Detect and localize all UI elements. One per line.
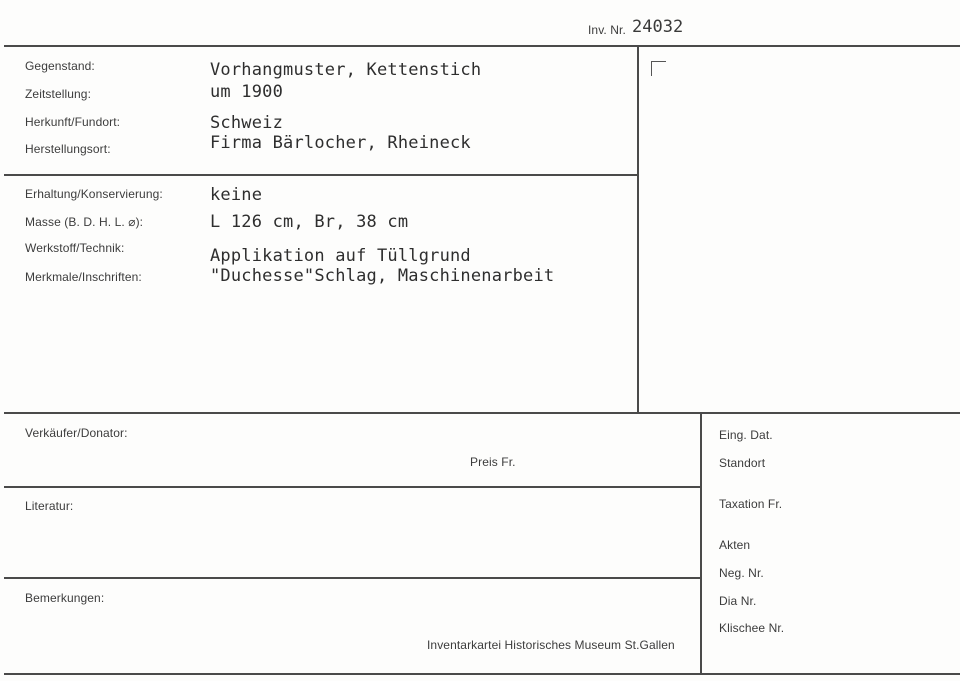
- section-rule-3: [4, 486, 701, 488]
- masse-value: L 126 cm, Br, 38 cm: [210, 212, 409, 232]
- top-rule: [4, 45, 960, 47]
- section-rule-4: [4, 577, 701, 579]
- verkaeufer-label: Verkäufer/Donator:: [25, 426, 128, 440]
- bottom-rule: [4, 673, 960, 675]
- footer-text: Inventarkartei Historisches Museum St.Gallen: [427, 638, 675, 652]
- zeitstellung-value: um 1900: [210, 82, 284, 102]
- preis-label: Preis Fr.: [470, 455, 516, 469]
- taxation-label: Taxation Fr.: [719, 497, 783, 511]
- eing-dat-label: Eing. Dat.: [719, 428, 773, 442]
- herkunft-label: Herkunft/Fundort:: [25, 115, 121, 129]
- right-column-divider: [700, 412, 702, 674]
- merkmale-value: "Duchesse"Schlag, Maschinenarbeit: [210, 266, 555, 286]
- inv-label: Inv. Nr.: [588, 23, 626, 37]
- image-box-divider: [637, 45, 639, 414]
- literatur-label: Literatur:: [25, 499, 74, 513]
- werkstoff-label: Werkstoff/Technik:: [25, 241, 125, 255]
- section-rule-1: [4, 174, 638, 176]
- standort-label: Standort: [719, 456, 766, 470]
- inv-number: 24032: [632, 17, 684, 37]
- akten-label: Akten: [719, 538, 751, 552]
- klischee-nr-label: Klischee Nr.: [719, 621, 785, 635]
- gegenstand-label: Gegenstand:: [25, 59, 95, 73]
- merkmale-label: Merkmale/Inschriften:: [25, 270, 142, 284]
- erhaltung-label: Erhaltung/Konservierung:: [25, 187, 163, 201]
- herstellungsort-label: Herstellungsort:: [25, 142, 111, 156]
- erhaltung-value: keine: [210, 185, 263, 205]
- herstellungsort-value: Firma Bärlocher, Rheineck: [210, 133, 471, 153]
- zeitstellung-label: Zeitstellung:: [25, 87, 91, 101]
- neg-nr-label: Neg. Nr.: [719, 566, 764, 580]
- masse-label: Masse (B. D. H. L. ⌀):: [25, 215, 144, 229]
- dia-nr-label: Dia Nr.: [719, 594, 757, 608]
- herkunft-value: Schweiz: [210, 113, 284, 133]
- corner-mark: [651, 61, 666, 76]
- werkstoff-value: Applikation auf Tüllgrund: [210, 246, 471, 266]
- section-rule-2: [4, 412, 960, 414]
- gegenstand-value: Vorhangmuster, Kettenstich: [210, 60, 482, 80]
- bemerkungen-label: Bemerkungen:: [25, 591, 105, 605]
